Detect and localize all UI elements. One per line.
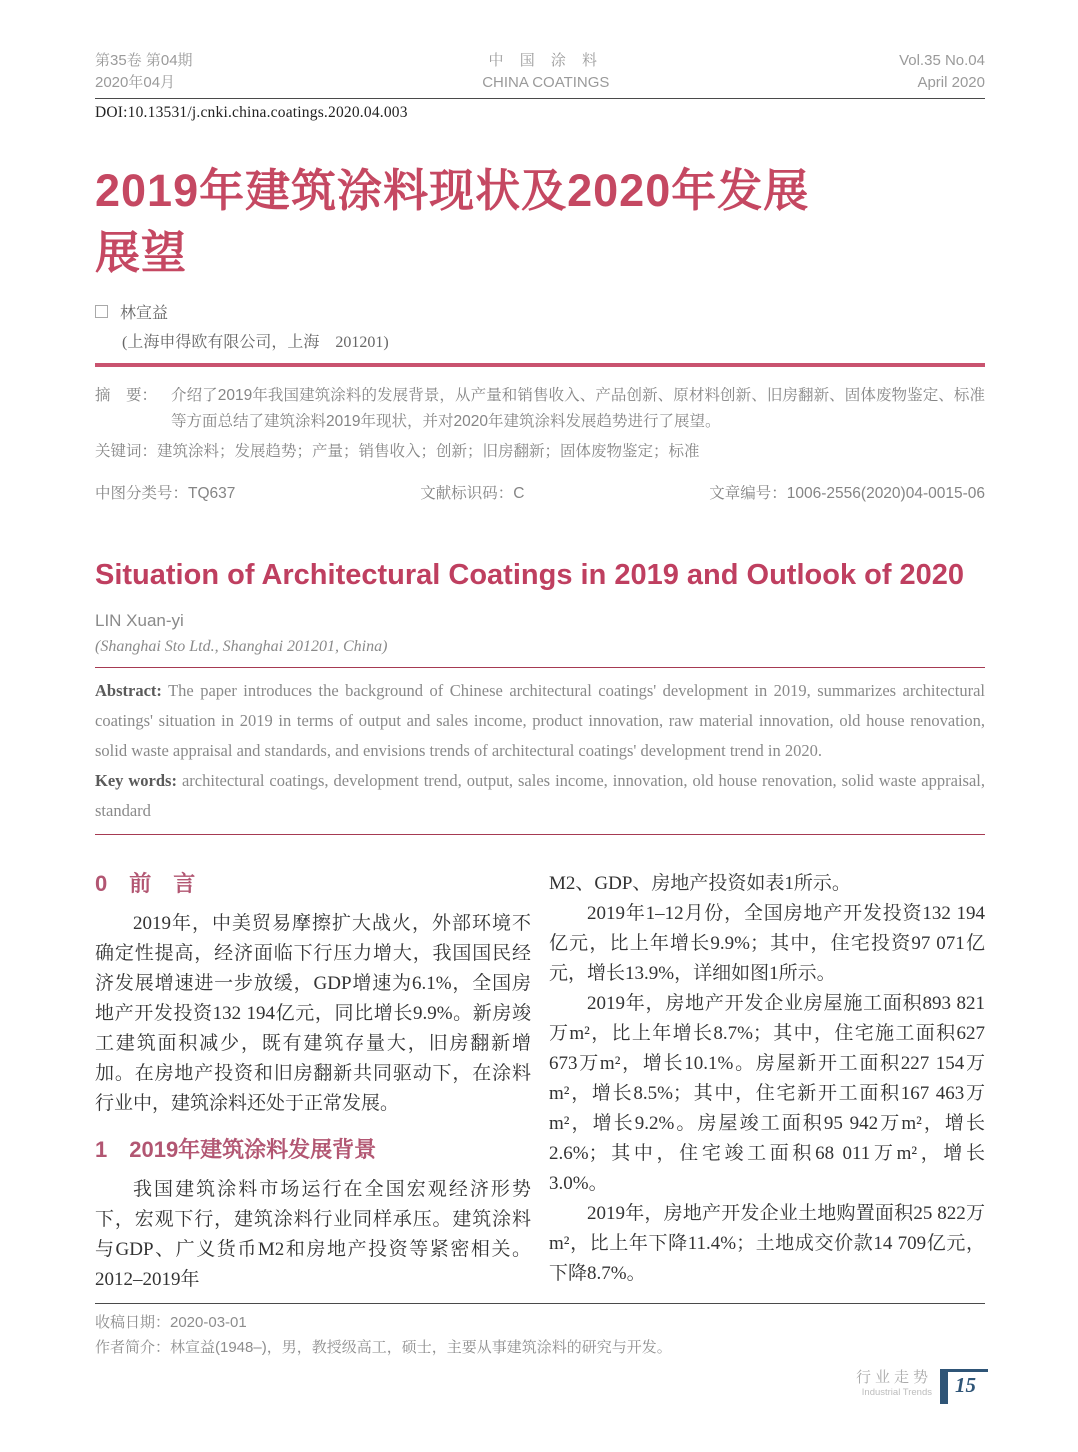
header-divider xyxy=(95,98,985,99)
right-paragraph-1: M2、GDP、房地产投资如表1所示。 xyxy=(549,873,851,894)
keywords-cn-text: 建筑涂料；发展趋势；产量；销售收入；创新；旧房翻新；固体废物鉴定；标准 xyxy=(157,443,700,460)
article-body xyxy=(95,869,985,1295)
page-number-tab xyxy=(940,1369,988,1404)
article-id: 文章编号：1006-2556(2020)04-0015-06 xyxy=(709,485,985,502)
keywords-en-label: Key words: xyxy=(95,771,177,790)
article-title-cn xyxy=(95,160,985,284)
article-title-en: Situation of Architectural Coatings in 2019 and Outlook of 2020 xyxy=(95,559,965,591)
keywords-cn-label: 关键词： xyxy=(95,443,158,460)
document-code: 文献标识码：C xyxy=(420,485,525,502)
abstract-en-paragraph xyxy=(95,676,985,766)
author-bullet-square-icon xyxy=(95,305,108,318)
journal-header xyxy=(95,50,985,94)
journal-name-en: CHINA COATINGS xyxy=(482,74,610,91)
body-column-left xyxy=(95,869,531,1295)
right-paragraph-3: 2019年，房地产开发企业房屋施工面积893 821万m²，比上年增长8.7%；其中，住宅施工面积627 673万m²，增长10.1%。房屋新开工面积227 154万m²，增长8.5%；其中，住宅新开工面积167 463万m²，增长9.2%。房屋竣工面积95 942万m²，增长2.6%；其中，住宅竣工面积68 011万m²，增长3.0%。 xyxy=(549,993,985,1194)
section-0-heading: 0 前 言 xyxy=(95,871,196,896)
body-column-right xyxy=(549,869,985,1295)
date-cn: 2020年04月 xyxy=(95,74,176,91)
affiliation-en: (Shanghai Sto Ltd., Shanghai 201201, China) xyxy=(95,638,388,655)
section-0-paragraph: 2019年，中美贸易摩擦扩大战火，外部环境不确定性提高，经济面临下行压力增大，我国国民经济发展增速进一步放缓，GDP增速为6.1%，全国房地产开发投资132 194亿元，同比增长9.9%。新房竣工建筑面积减少，既有建筑存量大，旧房翻新增加。在房地产投资和旧房翻新共同驱动下，在涂料行业中，建筑涂料还处于正常发展。 xyxy=(95,913,531,1114)
abstract-en-bottom-rule xyxy=(95,834,985,835)
clc-number: 中图分类号：TQ637 xyxy=(95,485,236,502)
article-title-cn-line2: 展望 xyxy=(95,227,188,278)
abstract-cn-block xyxy=(95,383,985,507)
header-issue-en xyxy=(899,50,985,94)
author-bio: 作者简介：林宣益(1948–)，男，教授级高工，硕士，主要从事建筑涂料的研究与开发。 xyxy=(95,1339,672,1356)
abstract-cn-row xyxy=(95,383,985,435)
article-title-cn-line1: 2019年建筑涂料现状及2020年发展 xyxy=(95,165,810,216)
footer-section-cn: 行业走势 xyxy=(855,1369,932,1386)
footer-section-tab xyxy=(856,1369,988,1404)
abstract-en-text: The paper introduces the background of Chinese architectural coatings' development in 2019, summarizes architectural coatings' situation in 2019 in terms of output and sales income, product innovation, raw material innovation, old house renovation, solid waste appraisal and standards, and envisions trends of architectural coatings' development trend in 2020. xyxy=(95,681,985,760)
abstract-en-top-rule xyxy=(95,667,985,668)
doi-line: DOI:10.13531/j.cnki.china.coatings.2020.04.003 xyxy=(95,104,408,121)
keywords-en-text: architectural coatings, development trend, output, sales income, innovation, old house renovation, solid waste appraisal, standard xyxy=(95,771,985,820)
abstract-en-label: Abstract: xyxy=(95,681,162,700)
received-date: 收稿日期：2020-03-01 xyxy=(95,1314,247,1331)
keywords-cn-row xyxy=(95,439,985,465)
classification-row xyxy=(95,481,985,507)
keywords-en-paragraph xyxy=(95,766,985,826)
volume-issue-en: Vol.35 No.04 xyxy=(899,52,985,69)
right-paragraph-4: 2019年，房地产开发企业土地购置面积25 822万m²，比上年下降11.4%；土地成交价款14 709亿元，下降8.7%。 xyxy=(549,1203,985,1284)
affiliation-cn: (上海申得欧有限公司，上海 201201) xyxy=(122,334,389,351)
section-1-heading: 1 2019年建筑涂料发展背景 xyxy=(95,1137,377,1162)
author-name-cn: 林宣益 xyxy=(120,305,169,322)
volume-issue-cn: 第35卷 第04期 xyxy=(95,52,193,69)
abstract-en-block xyxy=(95,676,985,826)
page-number: 15 xyxy=(955,1373,976,1397)
section-1-paragraph-left: 我国建筑涂料市场运行在全国宏观经济形势下，宏观下行，建筑涂料行业同样承压。建筑涂料与GDP、广义货币M2和房地产投资等紧密相关。2012–2019年 xyxy=(95,1179,531,1290)
right-paragraph-2: 2019年1–12月份，全国房地产开发投资132 194亿元，比上年增长9.9%；其中，住宅投资97 071亿元，增长13.9%，详细如图1所示。 xyxy=(549,903,985,984)
journal-name-cn: 中 国 涂 料 xyxy=(488,52,604,69)
abstract-cn-label: 摘 要： xyxy=(95,387,158,404)
footnote-block xyxy=(95,1303,985,1360)
date-en: April 2020 xyxy=(917,74,985,91)
footer-section-en: Industrial Trends xyxy=(861,1387,932,1398)
title-divider-thick xyxy=(95,363,985,367)
footer-section-labels xyxy=(856,1369,932,1399)
author-name-en: LIN Xuan-yi xyxy=(95,611,184,630)
journal-name xyxy=(482,50,609,94)
author-row xyxy=(95,300,985,323)
abstract-cn-text: 介绍了2019年我国建筑涂料的发展背景，从产量和销售收入、产品创新、原材料创新、旧房翻新、固体废物鉴定、标准等方面总结了建筑涂料2019年现状，并对2020年建筑涂料发展趋势进行了展望。 xyxy=(171,387,985,430)
header-issue-cn xyxy=(95,50,193,94)
